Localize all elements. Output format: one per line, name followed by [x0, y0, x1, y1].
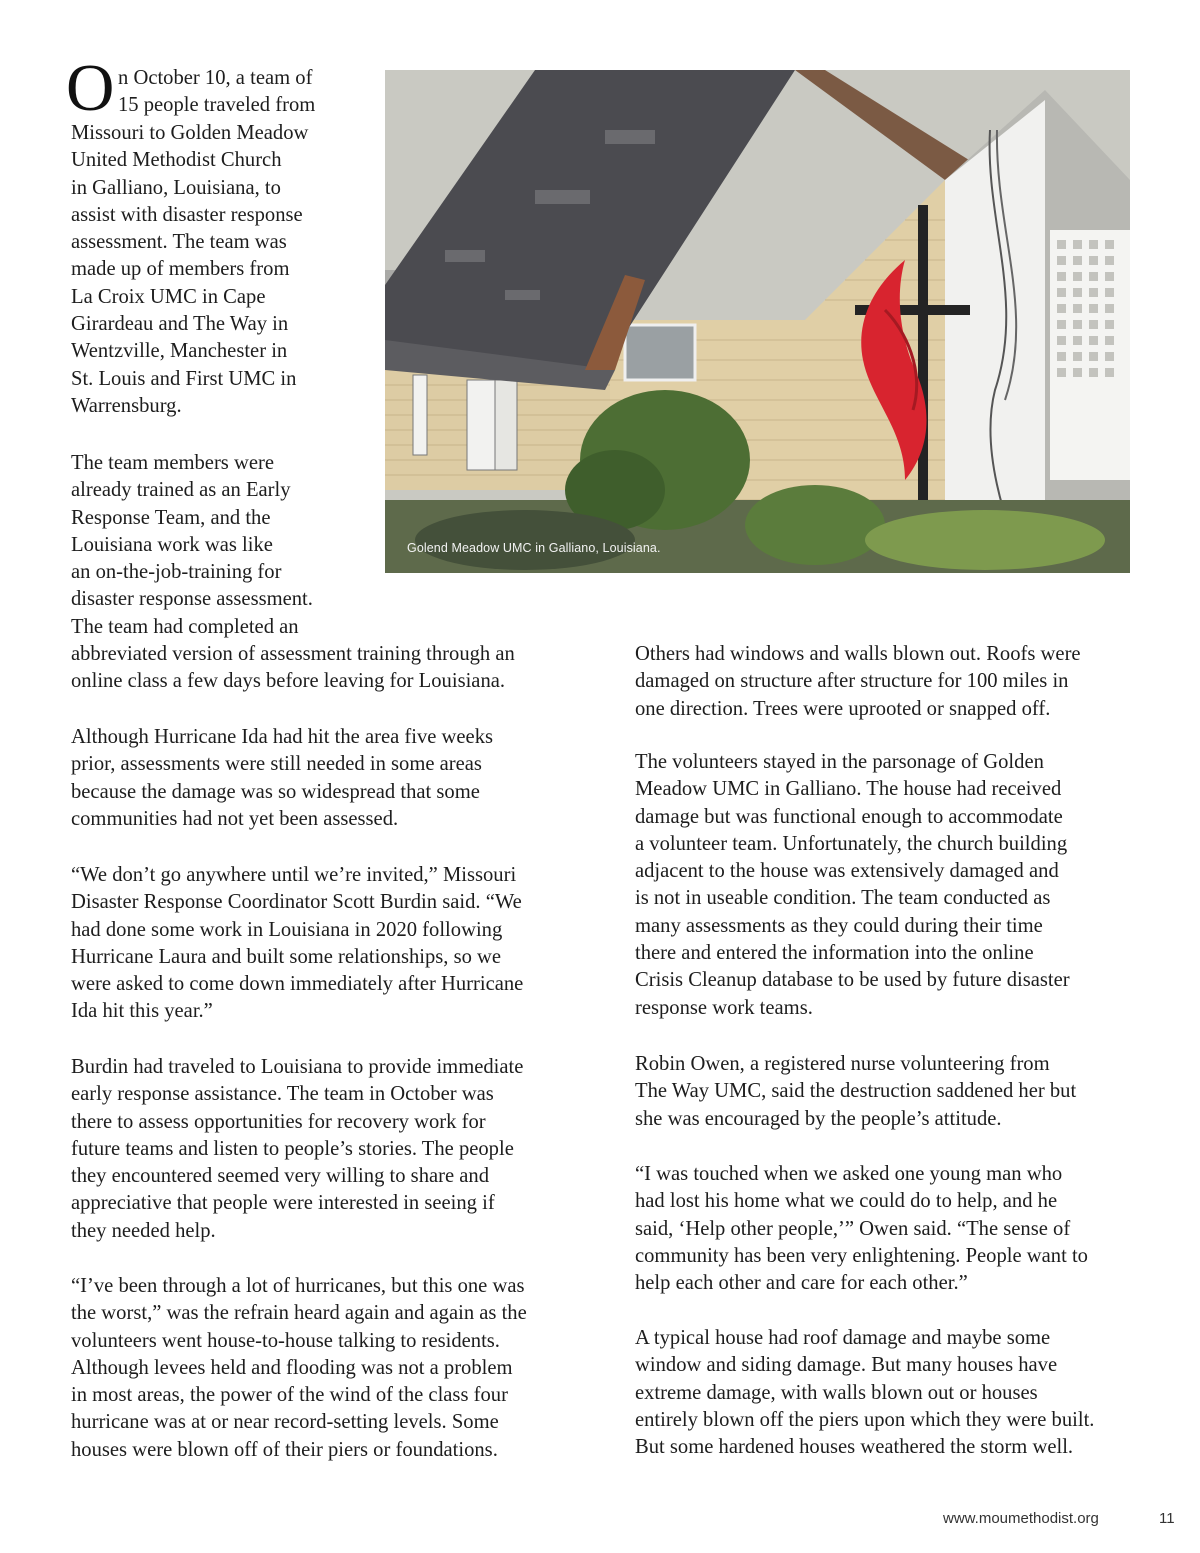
left-paragraph-3: “We don’t go anywhere until we’re invited,” Missouri Disaster Response Coordinator Scott Burdin said. “We had done some work in Louisiana in 2020 following Hurricane Laura and built some relationships, so we were asked to come down immediately after Hurricane Ida hit this year.”: [71, 864, 524, 1023]
left-paragraph-2: Although Hurricane Ida had hit the area five weeks prior, assessments were still needed in some areas because the damage was so widespread that some communities had not yet been assessed.: [71, 726, 494, 830]
right-paragraph-5: A typical house had roof damage and maybe some window and siding damage. But many houses have extreme damage, with walls blown out or houses entirely blown off the piers upon which they were built. But some hardened houses weathered the storm well.: [635, 1327, 1095, 1459]
right-paragraph-4: “I was touched when we asked one young man who had lost his home what we could do to help, and he said, ‘Help other people,’” Owen said. “The sense of community has been very enlightening. People want to help each other and care for each other.”: [635, 1163, 1088, 1295]
page-number: 11: [1159, 1510, 1175, 1527]
left-paragraph-1: The team members were already trained as an Early Response Team, and the Louisiana work was like an on-the-job-training for disaster response assessment. The team had completed an abbreviated version of assessment training through an online class a few days before leaving for Louisiana.: [71, 452, 515, 693]
intro-paragraph: Missouri to Golden Meadow United Methodist Church in Galliano, Louisiana, to assist with disaster response assessment. The team was made up of members from La Croix UMC in Cape Girardeau and The Way in Wentzville, Manchester in St. Louis and First UMC in Warrensburg.: [71, 122, 309, 417]
right-paragraph-1: Others had windows and walls blown out. Roofs were damaged on structure after structure for 100 miles in one direction. Trees were uprooted or snapped off.: [635, 643, 1081, 720]
footer-website-link[interactable]: www.moumethodist.org: [943, 1510, 1099, 1527]
left-paragraph-4: Burdin had traveled to Louisiana to provide immediate early response assistance. The team in October was there to assess opportunities for recovery work for future teams and listen to people’s stories. The people they encountered seemed very willing to share and appreciative that people were interested in seeing if they needed help.: [71, 1056, 524, 1242]
right-paragraph-3: Robin Owen, a registered nurse volunteering from The Way UMC, said the destruction saddened her but she was encouraged by the people’s attitude.: [635, 1053, 1077, 1130]
drop-cap: O: [66, 51, 115, 125]
right-paragraph-2: The volunteers stayed in the parsonage of Golden Meadow UMC in Galliano. The house had received damage but was functional enough to accommodate a volunteer team. Unfortunately, the church building adjacent to the house was extensively damaged and is not in useable condition. The team conducted as many assessments as they could during their time there and entered the information into the online Crisis Cleanup database to be used by future disaster response work teams.: [635, 751, 1070, 1019]
photo-caption: Golend Meadow UMC in Galliano, Louisiana.: [407, 541, 661, 555]
left-paragraph-5: “I’ve been through a lot of hurricanes, but this one was the worst,” was the refrain heard again and again as the volunteers went house-to-house talking to residents. Although levees held and flooding was not a problem in most areas, the power of the wind of the class four hurricane was at or near record-setting levels. Some houses were blown off of their piers or foundations.: [71, 1275, 527, 1461]
intro-first-lines: n October 10, a team of 15 people traveled from: [118, 67, 316, 117]
